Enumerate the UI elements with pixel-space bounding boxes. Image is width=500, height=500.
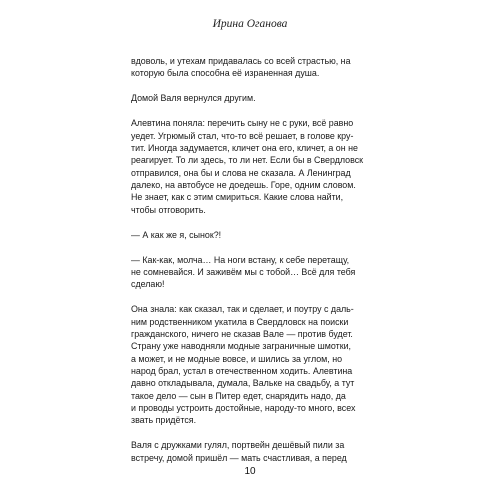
body-text <box>131 55 371 477</box>
paragraph: Домой Валя вернулся другим. <box>131 93 256 104</box>
paragraph: Она знала: как сказал, так и сделает, и поутру с даль- ним родственником укатила в Свердловск на поиски гражданского, ничего не сказав Вале — против будет. Страну уже наводняли модные заграничные шмотки, а может, и не модные вовсе, и шились за углом, но народ брал, устал в отечественном ходить. Алевтина давно откладывала, думала, Вальке на свадьбу, а тут такое дело — сын в Питер едет, снарядить надо, да и проводы устроить достойные, народу-то много, всех звать придётся. <box>131 304 356 426</box>
paragraph: — А как же я, сынок?! <box>131 229 222 240</box>
running-header-author: Ирина Оганова <box>212 18 288 30</box>
page-number: 10 <box>244 466 256 477</box>
paragraph: Алевтина поняла: перечить сыну не с руки, всё равно уедет. Угрюмый стал, что-то всё решает, в голове кру- тит. Иногда задумается, кличет она его, кличет, а он не реагирует. То ли здесь, то ли нет. Если бы в Свердловск отправился, она бы и слова не сказала. А Ленинград далеко, на автобусе не доедешь. Горе, одним словом. Не знает, как с этим смириться. Какие слова найти, чтобы отговорить. <box>131 118 364 215</box>
paragraph: Валя с дружками гулял, портвейн дешёвый пили за встречу, домой пришёл — мать счастливая, а перед <box>131 440 347 463</box>
paragraph: — Как-как, молча… На ноги встану, к себе перетащу, не сомневайся. И заживём мы с тобой… Всё для тебя сделаю! <box>131 254 356 290</box>
paragraph: вдоволь, и утехам придавалась со всей страстью, на которую была способна её израненная душа. <box>131 56 351 79</box>
